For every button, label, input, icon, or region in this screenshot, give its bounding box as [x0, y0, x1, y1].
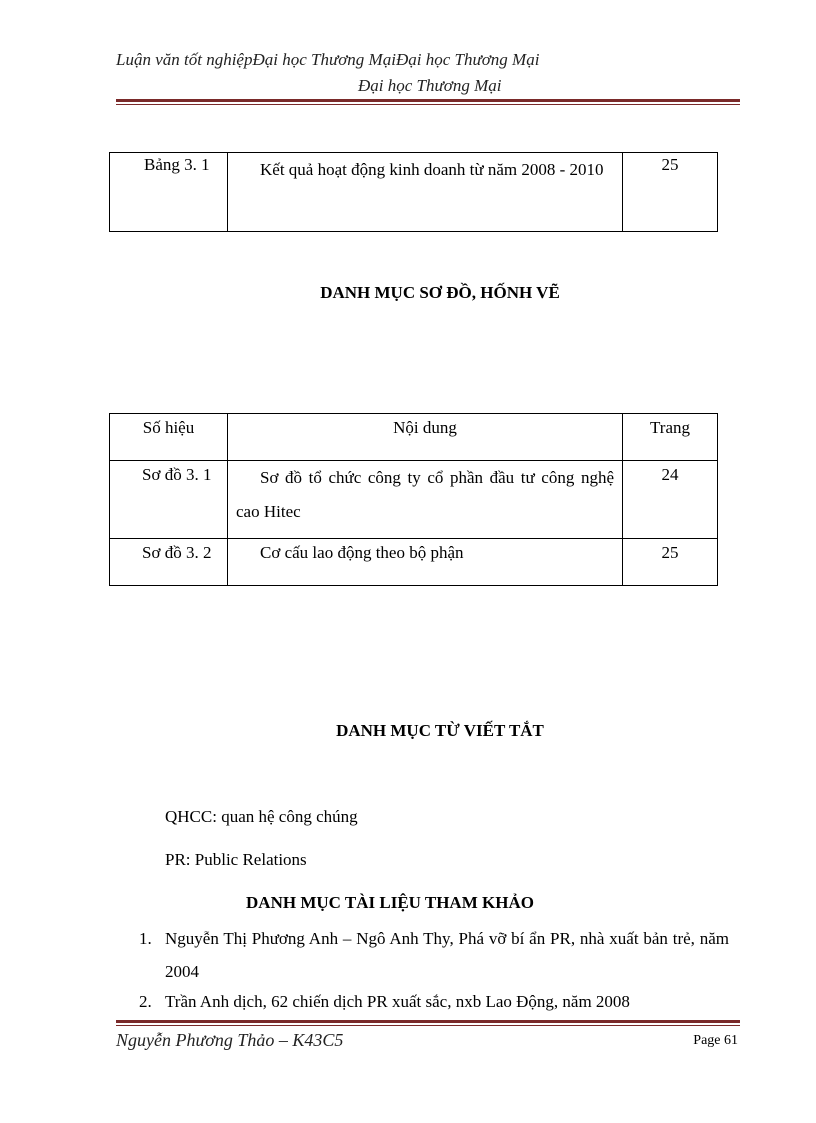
abbreviation-item: QHCC: quan hệ công chúng: [165, 807, 358, 826]
row-id-cell: Sơ đồ 3. 2: [110, 539, 228, 586]
row-page-cell: 24: [623, 461, 718, 539]
header-content-cell: Nội dung: [228, 414, 623, 461]
row-id-cell: Sơ đồ 3. 1: [110, 461, 228, 539]
row-content-cell: Cơ cấu lao động theo bộ phận: [228, 539, 623, 586]
footer-rule: [116, 1020, 740, 1026]
row-content-cell: Kết quả hoạt động kinh doanh từ năm 2008 - 2010: [228, 153, 623, 232]
header-page-cell: Trang: [623, 414, 718, 461]
abbreviations-title: DANH MỤC TỪ VIẾT TẮT: [336, 721, 544, 740]
table-header-row: [110, 414, 718, 461]
diagrams-title: DANH MỤC SƠ ĐỒ, HỐNH VẼ: [320, 283, 560, 302]
reference-number: 1.: [139, 929, 152, 948]
table-row: [110, 461, 718, 539]
abbreviation-item: PR: Public Relations: [165, 850, 307, 869]
references-title: DANH MỤC TÀI LIỆU THAM KHẢO: [246, 893, 534, 912]
table-row: [110, 153, 718, 232]
reference-number: 2.: [139, 992, 152, 1011]
header-rule: [116, 99, 740, 105]
running-header-line2: Đại học Thương Mại: [358, 76, 502, 95]
row-page-cell: 25: [623, 539, 718, 586]
page-number: Page 61: [693, 1033, 738, 1048]
footer-author: Nguyễn Phương Thảo – K43C5: [116, 1030, 344, 1050]
diagrams-table: [109, 413, 718, 586]
reference-item: Nguyễn Thị Phương Anh – Ngô Anh Thy, Phá vỡ bí ẩn PR, nhà xuất bản trẻ, năm 2004: [165, 929, 729, 981]
row-id-cell: Bảng 3. 1: [110, 153, 228, 232]
header-id-cell: Số hiệu: [110, 414, 228, 461]
running-header-line1: Luận văn tốt nghiệpĐại học Thương MạiĐại học Thương Mại: [116, 50, 540, 69]
tables-list-table: [109, 152, 718, 232]
reference-item: Trần Anh dịch, 62 chiến dịch PR xuất sắc, nxb Lao Động, năm 2008: [165, 992, 630, 1011]
row-content-cell: Sơ đồ tổ chức công ty cổ phần đầu tư công nghệ cao Hitec: [228, 461, 623, 539]
row-page-cell: 25: [623, 153, 718, 232]
table-row: [110, 539, 718, 586]
